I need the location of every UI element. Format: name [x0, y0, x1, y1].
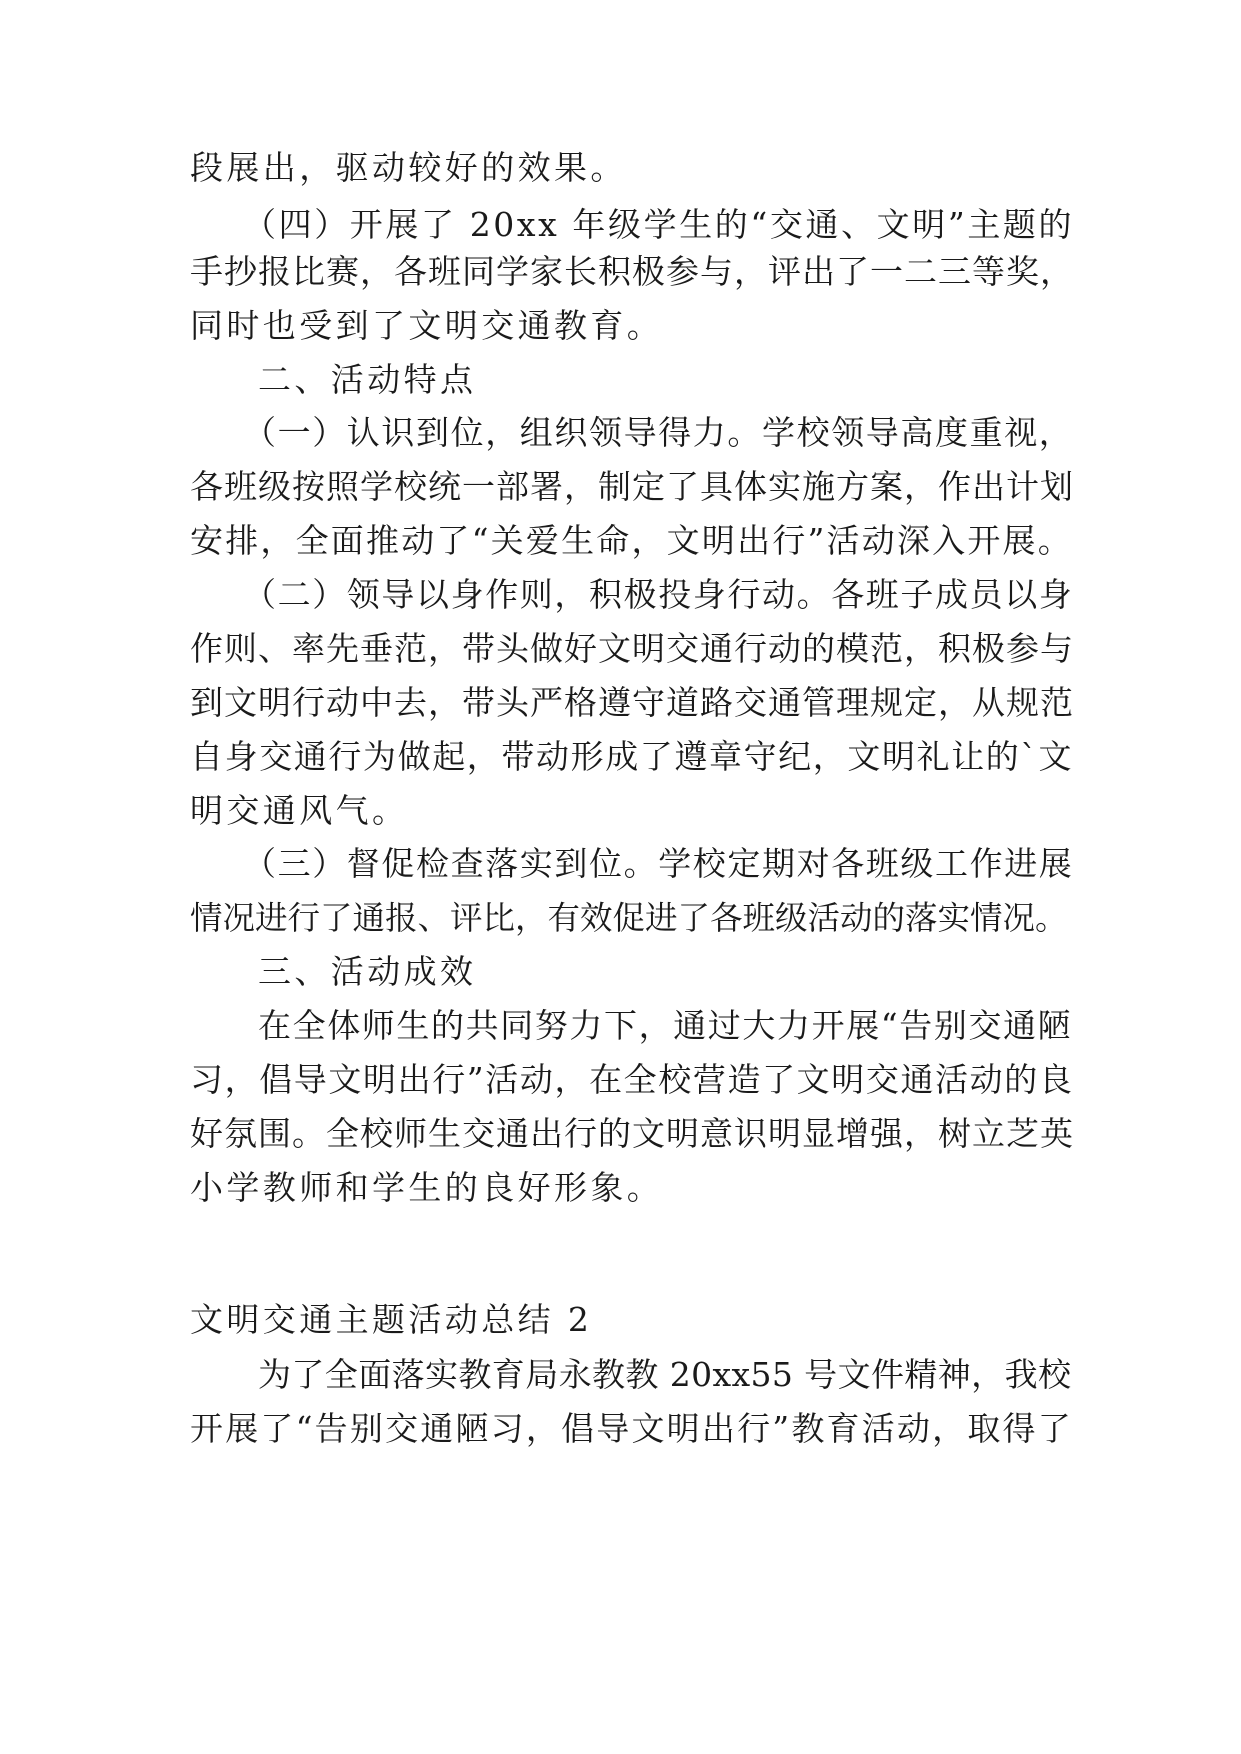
- article-title: 文明交通主题活动总结 2: [190, 1300, 593, 1339]
- text-line: 小学教师和学生的良好形象。: [190, 1168, 664, 1207]
- text-line: 在全体师生的共同努力下，通过大力开展“告别交通陋: [258, 1006, 1073, 1045]
- text-line: 明交通风气。: [190, 791, 409, 830]
- text-line: 情况进行了通报、评比，有效促进了各班级活动的落实情况。: [190, 899, 1068, 937]
- text-line: 作则、率先垂范，带头做好文明交通行动的模范，积极参与: [190, 629, 1074, 668]
- text-line: 好氛围。全校师生交通出行的文明意识明显增强，树立芝英: [190, 1114, 1074, 1153]
- text-line: 为了全面落实教育局永教教 20xx55 号文件精神，我校: [258, 1355, 1072, 1394]
- text-line: （四）开展了 20xx 年级学生的“交通、文明”主题的: [243, 205, 1075, 244]
- section-heading: 二、活动特点: [258, 360, 477, 399]
- text-line: 安排，全面推动了“关爱生命，文明出行”活动深入开展。: [190, 521, 1073, 560]
- section-heading: 三、活动成效: [258, 952, 477, 991]
- text-line: （二）领导以身作则，积极投身行动。各班子成员以身: [243, 575, 1074, 614]
- text-line: 段展出，驱动较好的效果。: [190, 148, 627, 187]
- text-line: （一）认识到位，组织领导得力。学校领导高度重视，: [243, 413, 1074, 452]
- text-line: 自身交通行为做起，带动形成了遵章守纪，文明礼让的`文: [190, 737, 1074, 776]
- text-line: 到文明行动中去，带头严格遵守道路交通管理规定，从规范: [190, 683, 1074, 722]
- text-line: 习，倡导文明出行”活动，在全校营造了文明交通活动的良: [190, 1060, 1074, 1099]
- text-line: 各班级按照学校统一部署，制定了具体实施方案，作出计划: [190, 467, 1074, 506]
- text-line: 手抄报比赛，各班同学家长积极参与，评出了一二三等奖，: [190, 252, 1074, 291]
- text-line: （三）督促检查落实到位。学校定期对各班级工作进展: [243, 844, 1074, 883]
- text-line: 同时也受到了文明交通教育。: [190, 306, 664, 345]
- text-line: 开展了“告别交通陋习，倡导文明出行”教育活动，取得了: [190, 1409, 1073, 1448]
